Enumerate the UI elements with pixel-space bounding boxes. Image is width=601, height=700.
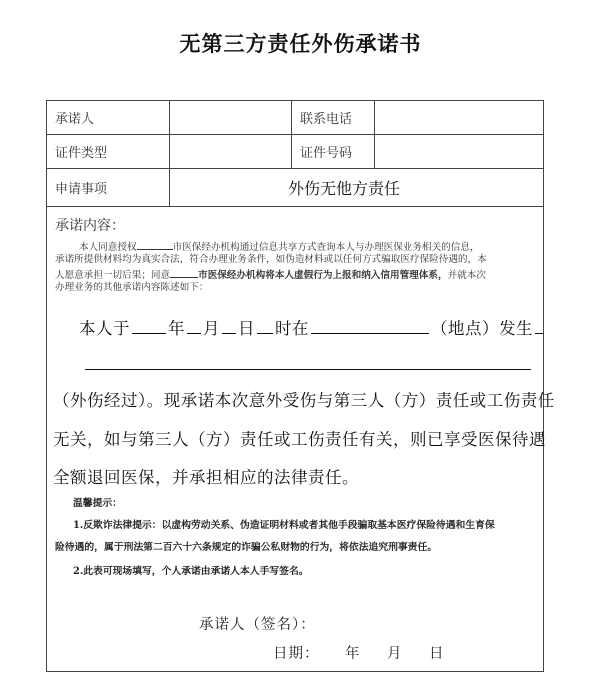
commitment-form [46,100,555,672]
tip-1-line-1: 1.反欺诈法律提示：以虚构劳动关系、伪造证明材料或者其他手段骗取基本医疗保险待遇和生育保 [73,520,495,531]
id-type-input[interactable] [170,135,292,168]
auth-line-4: 办理业务的其他承诺内容陈述如下： [55,282,209,293]
date-month: 月 [387,646,403,662]
tail-blank [535,317,543,334]
auth-line-2: 承诺所提供材料均为真实合法，符合办理业务条件，如伪造材料或以任何方式骗取医疗保险待遇的，本 [55,254,487,265]
commitment-label: 承诺内容： [55,218,125,234]
year-blank[interactable] [132,317,166,334]
tip-1-line-2: 险待遇的，属于刑法第二百六十六条规定的诈骗公私财物的行为，将依法追究刑事责任。 [55,542,438,553]
matter-value: 外伤无他方责任 [288,179,401,198]
phone-input[interactable] [375,101,543,134]
injury-description-line[interactable] [85,369,531,370]
date-label: 日期： [273,646,320,662]
statement-line-2: （外伤经过）。现承诺本次意外受伤与第三人（方）责任或工伤责任 [53,391,555,410]
document-title: 无第三方责任外伤承诺书 [179,31,422,56]
auth-line-1: 本人同意授权 市医保经办机构通过信息共享方式查询本人与办理医保业务相关的信息， [55,239,559,255]
matter-label: 申请事项 [47,169,170,206]
hour-blank[interactable] [257,317,273,334]
statement-line-1: 本人于 年 月 日 时在 （地点）发生 [79,315,545,339]
city-blank-2[interactable] [170,267,198,278]
tip-2: 2.此表可现场填写，个人承诺由承诺人本人手写签名。 [73,566,309,577]
auth-line-3: 人愿意承担一切后果；同意 市医保经办机构将本人虚假行为上报和纳入信用管理体系，并就本次 [55,267,535,283]
city-blank-1[interactable] [137,239,173,250]
promiser-input[interactable] [170,101,292,134]
statement-line-3: 无关，如与第三人（方）责任或工伤责任有关，则已享受医保待遇 [53,430,546,449]
row-matter [47,169,543,207]
date-year: 年 [345,646,361,662]
statement-line-4: 全额退回医保，并承担相应的法律责任。 [53,468,359,487]
phone-label: 联系电话 [292,101,375,134]
promiser-label: 承诺人 [47,101,170,134]
id-number-input[interactable] [375,135,543,168]
tips-heading: 温馨提示： [73,498,122,509]
place-blank[interactable] [311,317,429,334]
month-blank[interactable] [187,317,201,334]
id-number-label: 证件号码 [292,135,375,168]
day-blank[interactable] [222,317,236,334]
row-promiser [47,101,543,135]
signer-label: 承诺人（签名）： [199,617,316,633]
row-id [47,135,543,169]
id-type-label: 证件类型 [47,135,170,168]
date-day: 日 [429,646,445,662]
